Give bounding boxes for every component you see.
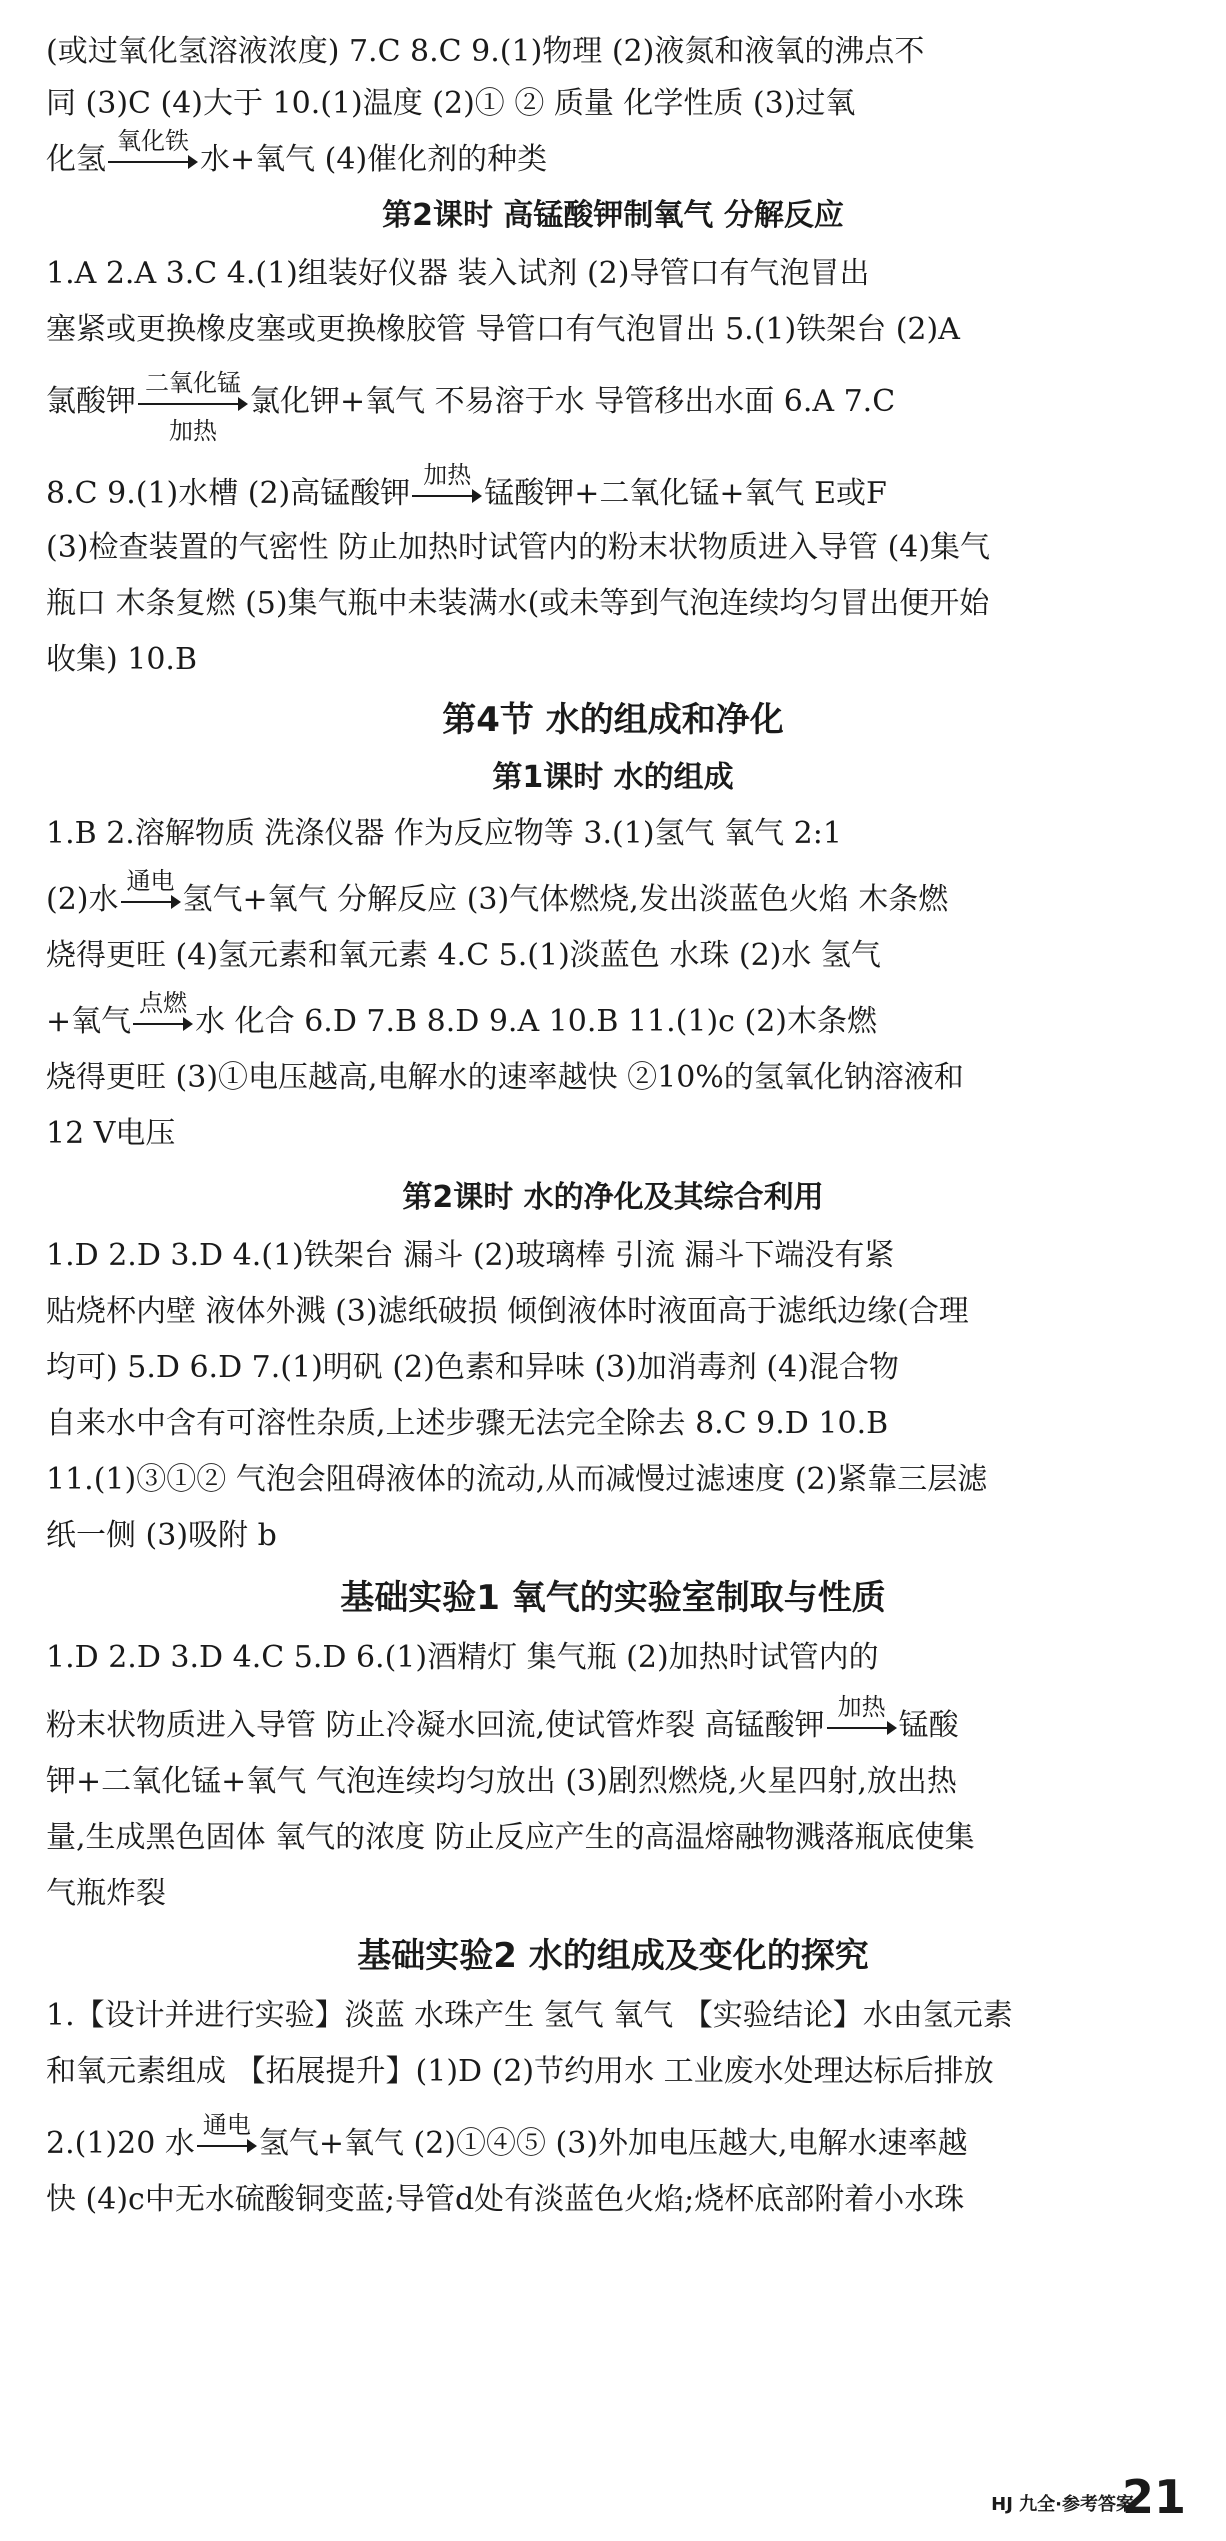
section-heading: 第4节 水的组成和净化 (442, 700, 784, 740)
text-line: 1.【设计并进行实验】淡蓝 水珠产生 氢气 氧气 【实验结论】水由氢元素 (46, 1998, 1013, 2033)
reaction-arrow: 点燃 (133, 1013, 193, 1033)
text-line: 8.C 9.(1)水槽 (2)高锰酸钾 加热 锰酸钾+二氧化锰+氧气 E或F (46, 461, 887, 511)
text-line: 气瓶炸裂 (46, 1876, 166, 1911)
text-line: +氧气 点燃 水 化合 6.D 7.B 8.D 9.A 10.B 11.(1)c (2)木条燃 (46, 989, 877, 1039)
text-line: 烧得更旺 (3)①电压越高,电解水的速率越快 ②10%的氢氧化钠溶液和 (46, 1060, 964, 1095)
subsection-heading: 第1课时 水的组成 (492, 760, 734, 795)
text-line: 12 V电压 (46, 1116, 176, 1151)
section-heading: 基础实验2 水的组成及变化的探究 (357, 1936, 869, 1976)
text-line: 钾+二氧化锰+氧气 气泡连续均匀放出 (3)剧烈燃烧,火星四射,放出热 (46, 1764, 957, 1799)
text-line: 氯酸钾 二氧化锰 加热 氯化钾+氧气 不易溶于水 导管移出水面 6.A 7.C (46, 369, 896, 445)
text-line: 贴烧杯内壁 液体外溅 (3)滤纸破损 倾倒液体时液面高于滤纸边缘(合理 (46, 1294, 969, 1329)
text-line: 瓶口 木条复燃 (5)集气瓶中未装满水(或未等到气泡连续均匀冒出便开始 (46, 586, 990, 621)
text-line: (3)检查装置的气密性 防止加热时试管内的粉末状物质进入导管 (4)集气 (46, 530, 991, 565)
text-line: 和氧元素组成 【拓展提升】(1)D (2)节约用水 工业废水处理达标后排放 (46, 2054, 994, 2089)
text-line: 自来水中含有可溶性杂质,上述步骤无法完全除去 8.C 9.D 10.B (46, 1406, 889, 1441)
text-line: 1.D 2.D 3.D 4.C 5.D 6.(1)酒精灯 集气瓶 (2)加热时试管内的 (46, 1640, 879, 1675)
text-line: 同 (3)C (4)大于 10.(1)温度 (2)① ② 质量 化学性质 (3)过氧 (46, 86, 856, 121)
section-heading: 第2课时 高锰酸钾制氧气 分解反应 (382, 198, 844, 233)
text-line: 快 (4)c中无水硫酸铜变蓝;导管d处有淡蓝色火焰;烧杯底部附着小水珠 (46, 2182, 965, 2217)
reaction-arrow: 通电 (121, 891, 181, 911)
text-line: 11.(1)③①② 气泡会阻碍液体的流动,从而减慢过滤速度 (2)紧靠三层滤 (46, 1462, 988, 1497)
text-line: 1.A 2.A 3.C 4.(1)组装好仪器 装入试剂 (2)导管口有气泡冒出 (46, 256, 870, 291)
page-number: 21 (1121, 2470, 1186, 2524)
text-line: 纸一侧 (3)吸附 b (46, 1518, 277, 1553)
text-line: 化氢 氧化铁 水+氧气 (4)催化剂的种类 (46, 127, 548, 177)
text-line: 均可) 5.D 6.D 7.(1)明矾 (2)色素和异味 (3)加消毒剂 (4)混合物 (46, 1350, 899, 1385)
text-line: 1.B 2.溶解物质 洗涤仪器 作为反应物等 3.(1)氢气 氧气 2:1 (46, 816, 842, 851)
reaction-arrow: 加热 (412, 485, 482, 505)
text-line: (2)水 通电 氢气+氧气 分解反应 (3)气体燃烧,发出淡蓝色火焰 木条燃 (46, 867, 949, 917)
reaction-arrow: 氧化铁 (108, 151, 198, 171)
section-heading: 基础实验1 氧气的实验室制取与性质 (340, 1578, 886, 1618)
text-line: (或过氧化氢溶液浓度) 7.C 8.C 9.(1)物理 (2)液氮和液氧的沸点不 (46, 34, 925, 69)
subsection-heading: 第2课时 水的净化及其综合利用 (402, 1180, 824, 1215)
text-line: 收集) 10.B (46, 642, 197, 677)
text-line: 量,生成黑色固体 氧气的浓度 防止反应产生的高温熔融物溅落瓶底使集 (46, 1820, 975, 1855)
reaction-arrow: 通电 (197, 2135, 257, 2155)
footer-label: HJ 九全·参考答案 (991, 2494, 1134, 2515)
text-line: 塞紧或更换橡皮塞或更换橡胶管 导管口有气泡冒出 5.(1)铁架台 (2)A (46, 312, 960, 347)
text-line: 粉末状物质进入导管 防止冷凝水回流,使试管炸裂 高锰酸钾 加热 锰酸 (46, 1693, 959, 1743)
text-line: 2.(1)20 水 通电 氢气+氧气 (2)①④⑤ (3)外加电压越大,电解水速率越 (46, 2111, 968, 2161)
text-line: 烧得更旺 (4)氢元素和氧元素 4.C 5.(1)淡蓝色 水珠 (2)水 氢气 (46, 938, 881, 973)
reaction-arrow: 加热 (827, 1717, 897, 1737)
reaction-arrow: 二氧化锰 加热 (138, 393, 248, 413)
text-line: 1.D 2.D 3.D 4.(1)铁架台 漏斗 (2)玻璃棒 引流 漏斗下端没有紧 (46, 1238, 895, 1273)
